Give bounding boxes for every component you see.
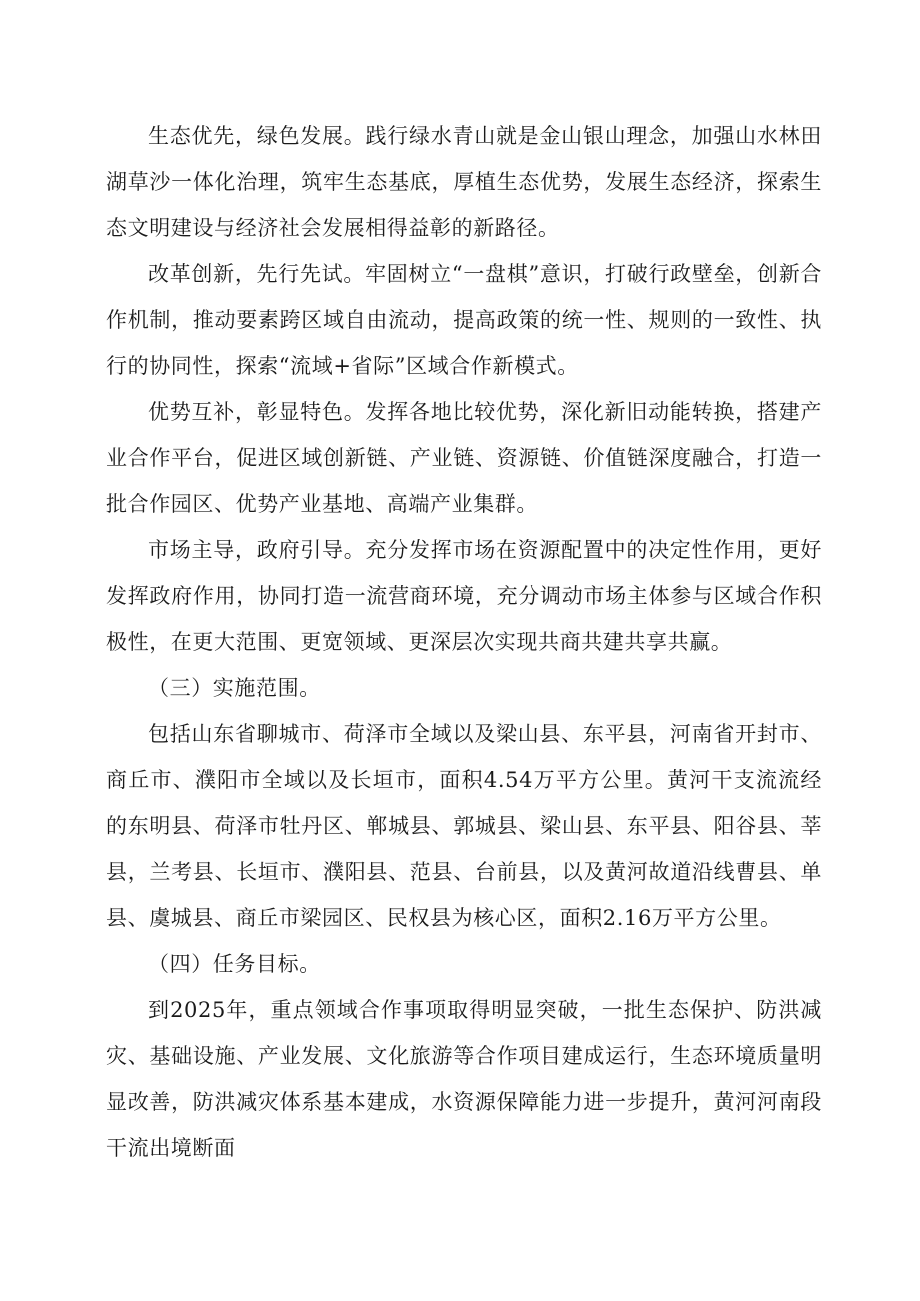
- paragraph-ecology-first: 生态优先，绿色发展。践行绿水青山就是金山银山理念，加强山水林田湖草沙一体化治理，筑牢生态基底，厚植生态优势，发展生态经济，探索生态文明建设与经济社会发展相得益彰的新路径。: [106, 124, 822, 240]
- paragraph-task-goals: 到2025年，重点领域合作事项取得明显突破，一批生态保护、防洪减灾、基础设施、产业发展、文化旅游等合作项目建成运行，生态环境质量明显改善，防洪减灾体系基本建成，水资源保障能力进一步提升，黄河河南段干流出境断面: [106, 998, 822, 1160]
- paragraph-reform-innovation: 改革创新，先行先试。牢固树立“一盘棋”意识，打破行政壁垒，创新合作机制，推动要素跨区域自由流动，提高政策的统一性、规则的一致性、执行的协同性，探索“流域+省际”区域合作新模式。: [106, 262, 822, 378]
- paragraph-complementary-advantages: 优势互补，彰显特色。发挥各地比较优势，深化新旧动能转换，搭建产业合作平台，促进区域创新链、产业链、资源链、价值链深度融合，打造一批合作园区、优势产业基地、高端产业集群。: [106, 400, 822, 516]
- paragraph-implementation-scope: 包括山东省聊城市、荷泽市全域以及梁山县、东平县，河南省开封市、商丘市、濮阳市全域以及长垣市，面积4.54万平方公里。黄河干支流流经的东明县、荷泽市牡丹区、郸城县、郭城县、梁山县、东平县、阳谷县、莘县，兰考县、长垣市、濮阳县、范县、台前县，以及黄河故道沿线曹县、单县、虞城县、商丘市梁园区、民权县为核心区，面积2.16万平方公里。: [106, 722, 822, 930]
- section-heading-implementation-scope: （三）实施范围。: [148, 676, 321, 700]
- section-heading-task-goals: （四）任务目标。: [148, 952, 321, 976]
- document-body: [106, 113, 822, 1171]
- paragraph-market-led: 市场主导，政府引导。充分发挥市场在资源配置中的决定性作用，更好发挥政府作用，协同打造一流营商环境，充分调动市场主体参与区域合作积极性，在更大范围、更宽领域、更深层次实现共商共建共享共赢。: [106, 538, 822, 654]
